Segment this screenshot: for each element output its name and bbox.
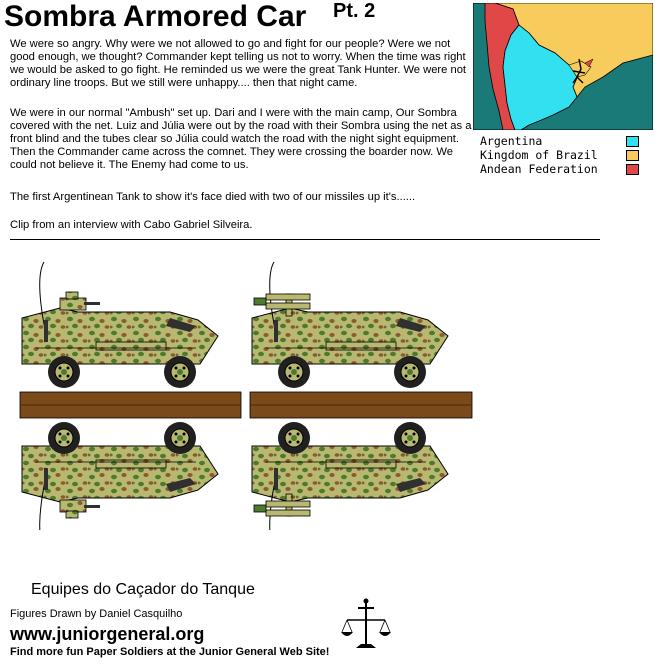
story-paragraph-2: We were in our normal "Ambush" set up. Dari and I were with the main camp, Our Sombra covered with the net. Luiz and Júlia were out by the road with their Sombra using the net as a front blind and the tubes clear so Júlia could watch the road with the night sight equipment. Then the Commander came across the comnet. They were crossing the boarder now. We could not believe it. The Enemy had come to us. <box>10 107 472 171</box>
story-paragraph-1: We were so angry. Why were we not allowed to go and fight for our people? Were we not good enough, we thought? Commander kept telling us not to worry. When the time was right we would be asked to go fight. He reminded us we were the great Tank Hunter. We were not ordinary line troops. But we still were unhappy.... then that night came. <box>10 38 467 89</box>
sombra-missile-car-front <box>252 262 448 388</box>
south-america-map <box>473 3 653 130</box>
legend-andean: Andean Federation <box>480 162 598 176</box>
sword-scales-logo-icon <box>341 598 391 650</box>
story-paragraph-3: The first Argentinean Tank to show it's face died with two of our missiles up it's...... <box>10 191 416 203</box>
legend-swatch-argentina <box>626 136 639 147</box>
sombra-gun-car-back <box>22 422 218 530</box>
site-link[interactable]: www.juniorgeneral.org <box>10 624 205 644</box>
artist-credit: Figures Drawn by Daniel Casquilho <box>10 608 183 620</box>
divider-rule <box>10 239 600 240</box>
sombra-gun-car-front <box>22 262 218 388</box>
site-tagline: Find more fun Paper Soldiers at the Junior General Web Site! <box>10 646 330 658</box>
figure-caption: Equipes do Caçador do Tanque <box>31 581 255 598</box>
page-subtitle: Pt. 2 <box>333 0 376 22</box>
legend-argentina: Argentina <box>480 134 543 148</box>
sombra-missile-car-back <box>252 422 448 530</box>
page-title: Sombra Armored Car <box>4 0 307 33</box>
legend-brazil: Kingdom of Brazil <box>480 148 598 162</box>
legend-swatch-brazil <box>626 150 639 161</box>
legend-swatch-andean <box>626 164 639 175</box>
interview-credit: Clip from an interview with Cabo Gabriel Silveira. <box>10 219 253 231</box>
vehicle-figures <box>0 260 480 530</box>
